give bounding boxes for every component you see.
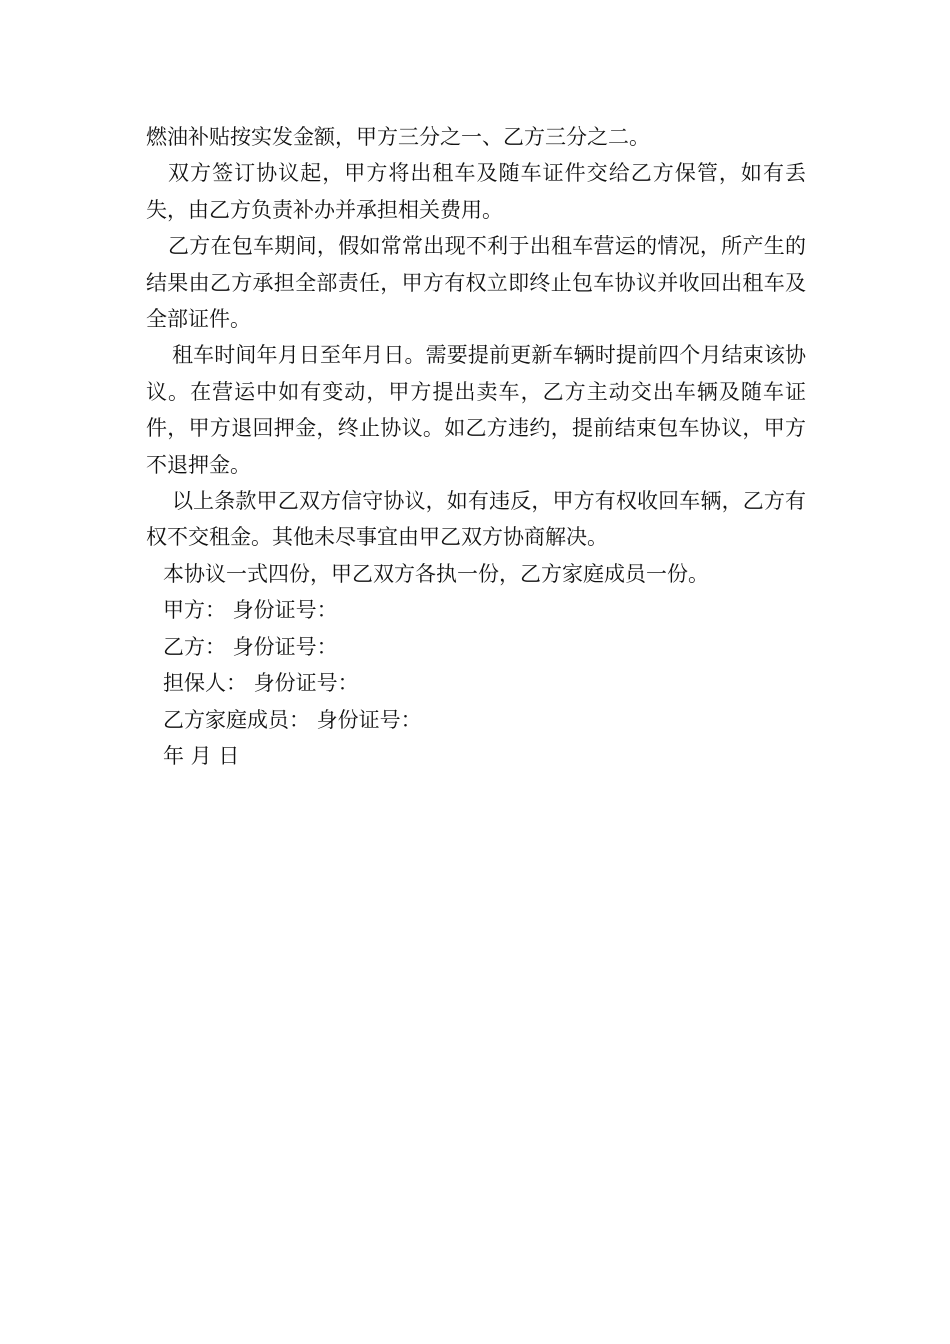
paragraph-vehicle-custody: 双方签订协议起，甲方将出租车及随车证件交给乙方保管，如有丢失，由乙方负责补办并承担相关费用。 xyxy=(146,161,806,222)
paragraph-rental-term: 租车时间年月日至年月日。需要提前更新车辆时提前四个月结束该协议。在营运中如有变动，甲方提出卖车，乙方主动交出车辆及随车证件，甲方退回押金，终止协议。如乙方违约，提前结束包车协议，甲方不退押金。 xyxy=(146,343,806,477)
signature-line-party-a: 甲方： 身份证号： xyxy=(163,598,338,623)
signature-line-party-b: 乙方： 身份证号： xyxy=(163,634,338,659)
signature-line-guarantor: 担保人： 身份证号： xyxy=(163,671,359,696)
paragraph-liability: 乙方在包车期间，假如常常出现不利于出租车营运的情况，所产生的结果由乙方承担全部责任，甲方有权立即终止包车协议并收回出租车及全部证件。 xyxy=(146,234,806,332)
document-body xyxy=(146,119,806,774)
date-line: 年 月 日 xyxy=(163,743,240,768)
paragraph-copies: 本协议一式四份，甲乙双方各执一份，乙方家庭成员一份。 xyxy=(163,561,709,586)
signature-line-family-member: 乙方家庭成员： 身份证号： xyxy=(163,707,422,732)
paragraph-compliance: 以上条款甲乙双方信守协议，如有违反，甲方有权收回车辆，乙方有权不交租金。其他未尽事宜由甲乙双方协商解决。 xyxy=(146,489,806,550)
paragraph-fuel-subsidy: 燃油补贴按实发金额，甲方三分之一、乙方三分之二。 xyxy=(146,125,650,149)
